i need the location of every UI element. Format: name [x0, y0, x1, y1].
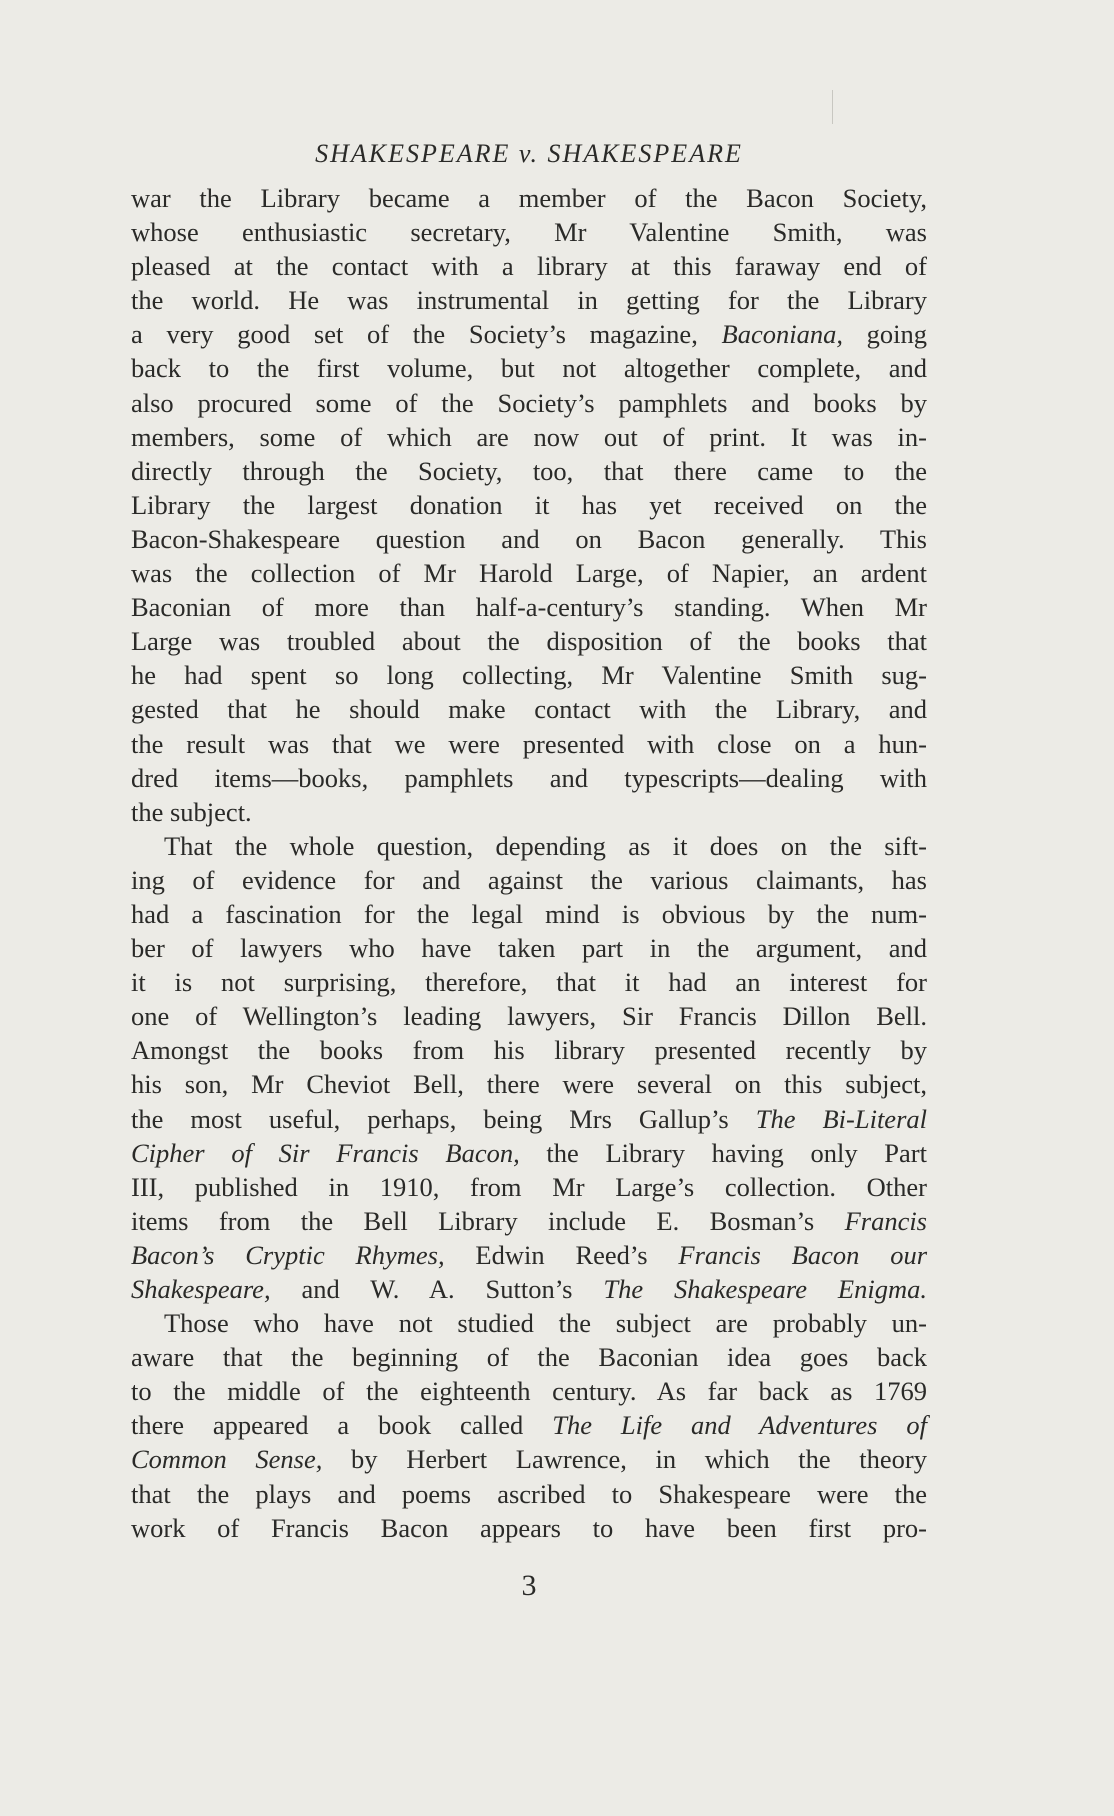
page-number: 3 [521, 1569, 537, 1602]
line-text: Amongst the books from his library presented recently by [131, 1035, 927, 1066]
text-line [131, 1340, 927, 1374]
text-line [131, 420, 927, 454]
text-line [131, 965, 927, 999]
italic-title-text: Baconiana, [721, 319, 843, 350]
text-line [131, 1033, 927, 1067]
text-line [131, 1477, 927, 1511]
line-text: the result was that we were presented with close on a hun- [131, 728, 927, 759]
line-text: the Library having only Part [519, 1137, 927, 1168]
line-text: one of Wellington’s leading lawyers, Sir Francis Dillon Bell. [131, 1001, 927, 1032]
line-text: also procured some of the Society’s pamphlets and books by [131, 387, 927, 418]
line-text: had a fascination for the legal mind is obvious by the num- [131, 898, 927, 929]
line-text: ber of lawyers who have taken part in the argument, and [131, 933, 927, 964]
line-text: it is not surprising, therefore, that it had an interest for [131, 967, 927, 998]
italic-title-text: Francis [844, 1205, 927, 1236]
line-text: and W. A. Sutton’s [270, 1274, 604, 1304]
line-text: back to the first volume, but not altogether complete, and [131, 353, 927, 384]
line-text: That the whole question, depending as it does on the sift- [164, 830, 927, 861]
line-text: whose enthusiastic secretary, Mr Valentine Smith, was [131, 217, 927, 248]
text-line [131, 624, 927, 658]
line-text: the world. He was instrumental in getting for the Library [131, 285, 927, 316]
text-line [131, 1442, 927, 1476]
italic-title-text: The Bi-Literal [755, 1103, 927, 1134]
line-text: gested that he should make contact with the Library, and [131, 694, 927, 725]
text-line [131, 351, 927, 385]
text-line [131, 283, 927, 317]
line-text: there appeared a book called [131, 1410, 553, 1441]
text-line [131, 1238, 927, 1272]
text-line [131, 386, 927, 420]
italic-title-text: Bacon’s Cryptic Rhymes, [131, 1239, 445, 1270]
line-text: Library the largest donation it has yet received on the [131, 489, 927, 520]
text-line [131, 931, 927, 965]
italic-title-text: Cipher of Sir Francis Bacon, [131, 1137, 520, 1168]
line-text: directly through the Society, too, that there came to the [131, 455, 927, 486]
text-line [131, 1067, 927, 1101]
line-text: his son, Mr Cheviot Bell, there were several on this subject, [131, 1069, 927, 1100]
text-line [131, 795, 927, 829]
italic-title-text: Shakespeare, [131, 1274, 271, 1304]
line-text: war the Library became a member of the Bacon Society, [131, 183, 927, 213]
line-text: was the collection of Mr Harold Large, of Napier, an ardent [131, 558, 927, 589]
text-line [131, 897, 927, 931]
text-line [131, 1136, 927, 1170]
text-line [131, 556, 927, 590]
line-text: by Herbert Lawrence, in which the theory [322, 1444, 927, 1475]
text-line [131, 1511, 927, 1545]
line-text: he had spent so long collecting, Mr Valentine Smith sug- [131, 660, 927, 691]
text-line [131, 181, 927, 215]
line-text: ing of evidence for and against the various claimants, has [131, 864, 927, 895]
text-line [131, 1272, 927, 1306]
line-text: the most useful, perhaps, being Mrs Gallup’s [131, 1103, 756, 1134]
running-head: SHAKESPEARE v. SHAKESPEARE [315, 139, 743, 168]
text-line [131, 761, 927, 795]
text-line [131, 215, 927, 249]
text-line [131, 317, 927, 351]
line-text: Those who have not studied the subject are probably un- [164, 1308, 927, 1339]
line-text: going [842, 319, 927, 350]
text-line [131, 1306, 927, 1340]
text-line [131, 590, 927, 624]
line-text: Baconian of more than half-a-century’s standing. When Mr [131, 592, 927, 623]
text-line [131, 863, 927, 897]
text-line [131, 829, 927, 863]
text-line [131, 692, 927, 726]
body-text [131, 181, 927, 1545]
line-text: dred items—books, pamphlets and typescripts—dealing with [131, 762, 927, 793]
italic-title-text: The Shakespeare Enigma. [603, 1274, 927, 1304]
line-text: the subject. [131, 796, 252, 827]
line-text: Bacon-Shakespeare question and on Bacon generally. This [131, 523, 927, 554]
text-line [131, 1170, 927, 1204]
line-text: work of Francis Bacon appears to have been first pro- [131, 1512, 927, 1543]
line-text: that the plays and poems ascribed to Shakespeare were the [131, 1478, 927, 1509]
text-line [131, 658, 927, 692]
text-line [131, 454, 927, 488]
text-line [131, 1374, 927, 1408]
italic-title-text: Common Sense, [131, 1444, 323, 1475]
line-text: members, some of which are now out of print. It was in- [131, 421, 927, 452]
text-line [131, 488, 927, 522]
line-text: III, published in 1910, from Mr Large’s collection. Other [131, 1171, 927, 1202]
text-line [131, 1204, 927, 1238]
line-text: a very good set of the Society’s magazine, [131, 319, 722, 350]
line-text: pleased at the contact with a library at this faraway end of [131, 251, 927, 282]
text-line [131, 727, 927, 761]
text-line [131, 1102, 927, 1136]
text-line [131, 999, 927, 1033]
line-text: items from the Bell Library include E. Bosman’s [131, 1205, 845, 1236]
line-text: aware that the beginning of the Baconian idea goes back [131, 1342, 927, 1373]
italic-title-text: Francis Bacon our [678, 1239, 928, 1270]
line-text: to the middle of the eighteenth century. As far back as 1769 [131, 1376, 927, 1407]
line-text: Large was troubled about the disposition of the books that [131, 626, 927, 657]
italic-title-text: The Life and Adventures of [552, 1410, 927, 1441]
line-text: Edwin Reed’s [444, 1239, 679, 1270]
margin-mark [832, 90, 833, 124]
text-line [131, 1408, 927, 1442]
text-line [131, 522, 927, 556]
text-line [131, 249, 927, 283]
